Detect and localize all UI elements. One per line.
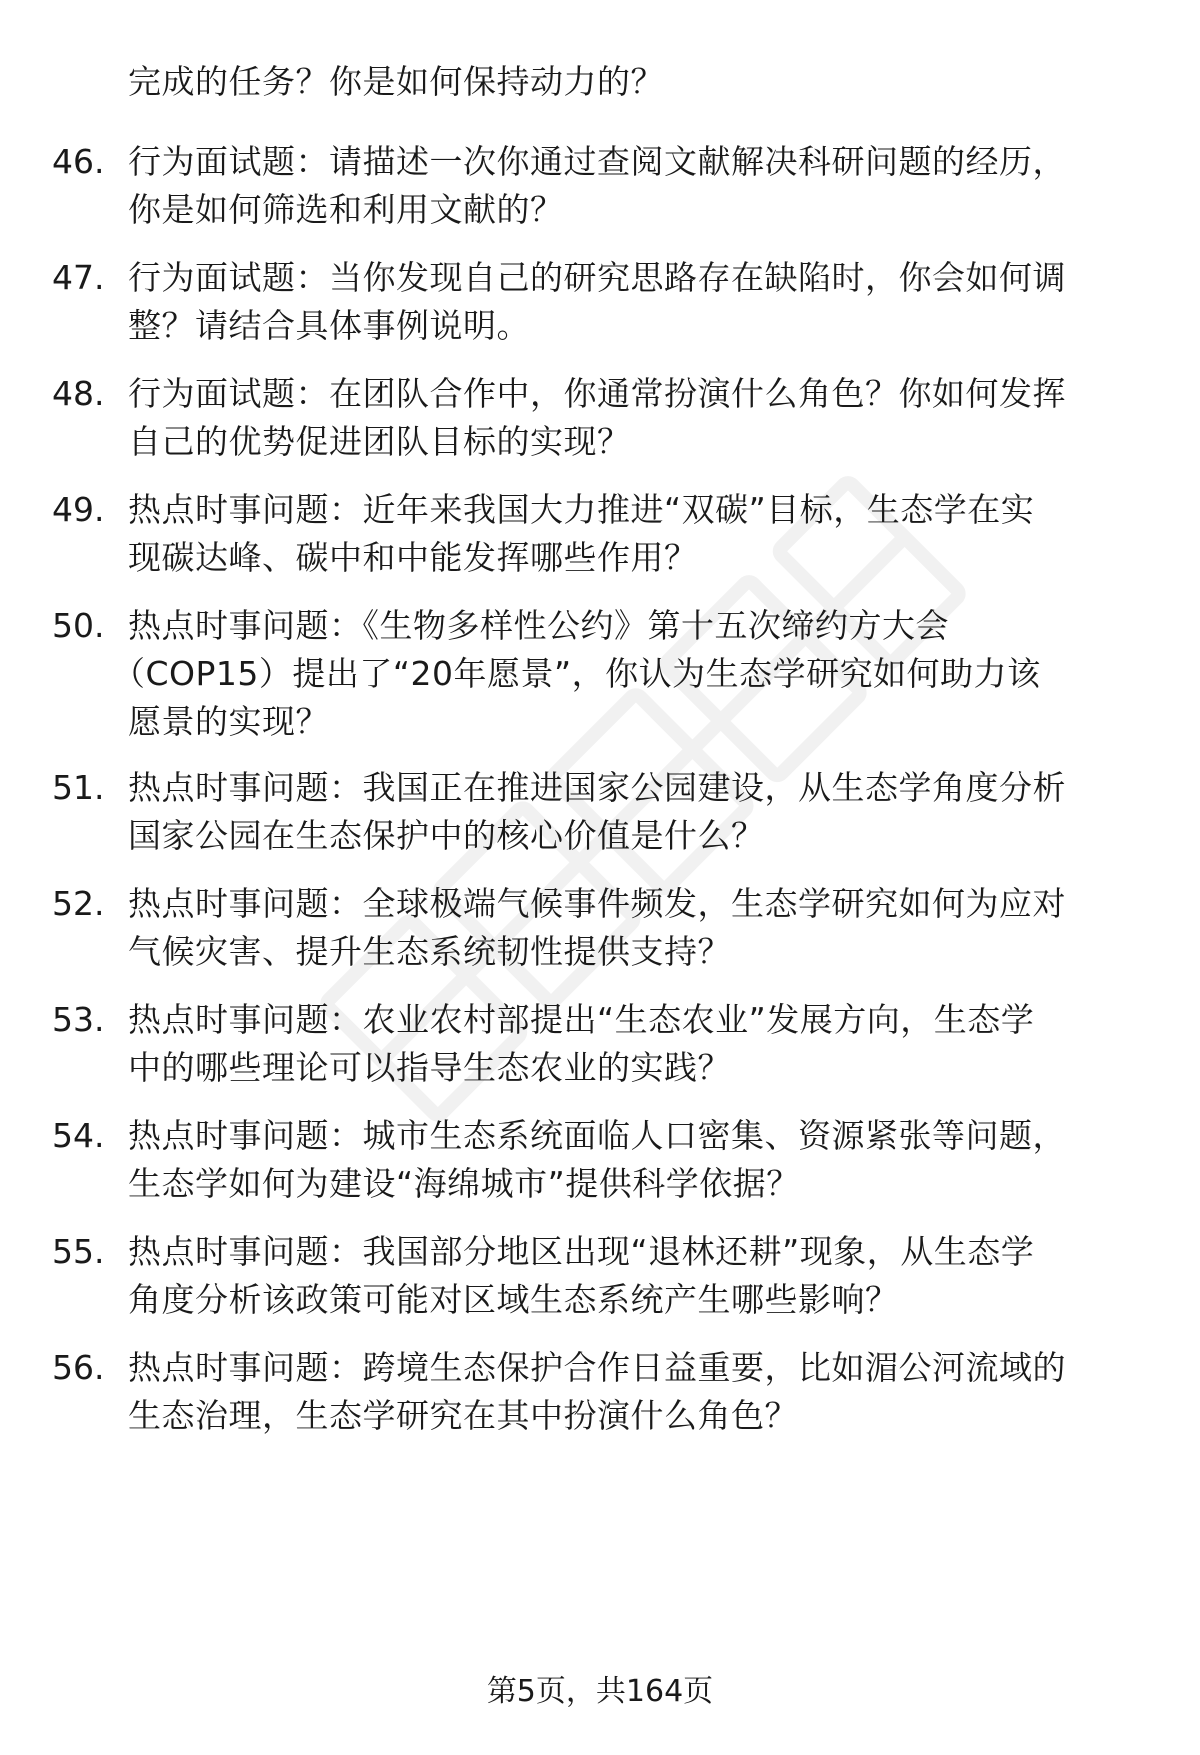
question-text-line: 整？请结合具体事例说明。 xyxy=(128,306,530,345)
question-text-line: 热点时事问题：跨境生态保护合作日益重要，比如湄公河流域的 xyxy=(128,1348,1066,1387)
question-text-line: 自己的优势促进团队目标的实现？ xyxy=(128,422,631,461)
question-text-line: 中的哪些理论可以指导生态农业的实践？ xyxy=(128,1048,731,1087)
question-number: 47. xyxy=(52,258,105,297)
question-text-line: 角度分析该政策可能对区域生态系统产生哪些影响？ xyxy=(128,1280,899,1319)
question-text-line: 行为面试题：请描述一次你通过查阅文献解决科研问题的经历， xyxy=(128,142,1066,181)
question-text-line: （COP15）提出了“20年愿景”，你认为生态学研究如何助力该 xyxy=(112,654,1041,693)
question-text-line: 热点时事问题：我国正在推进国家公园建设，从生态学角度分析 xyxy=(128,768,1066,807)
question-text-line: 热点时事问题：城市生态系统面临人口密集、资源紧张等问题， xyxy=(128,1116,1066,1155)
question-number: 52. xyxy=(52,884,105,923)
question-text-line: 热点时事问题：《生物多样性公约》第十五次缔约方大会 xyxy=(128,606,949,645)
question-text-line: 行为面试题：当你发现自己的研究思路存在缺陷时，你会如何调 xyxy=(128,258,1066,297)
question-text-line: 愿景的实现？ xyxy=(128,702,329,741)
page-footer: 第5页，共164页 xyxy=(486,1674,714,1709)
question-text-line: 气候灾害、提升生态系统韧性提供支持？ xyxy=(128,932,731,971)
question-text-line: 生态学如何为建设“海绵城市”提供科学依据？ xyxy=(128,1164,800,1203)
question-number: 48. xyxy=(52,374,105,413)
question-text-line: 生态治理，生态学研究在其中扮演什么角色？ xyxy=(128,1396,798,1435)
question-text-line: 热点时事问题：农业农村部提出“生态农业”发展方向，生态学 xyxy=(128,1000,1035,1039)
question-text-line: 热点时事问题：我国部分地区出现“退林还耕”现象，从生态学 xyxy=(128,1232,1035,1271)
question-text-line: 国家公园在生态保护中的核心价值是什么？ xyxy=(128,816,765,855)
question-number: 55. xyxy=(52,1232,105,1271)
question-text-line: 热点时事问题：近年来我国大力推进“双碳”目标，生态学在实 xyxy=(128,490,1035,529)
question-number: 50. xyxy=(52,606,105,645)
question-number: 53. xyxy=(52,1000,105,1039)
question-number: 46. xyxy=(52,142,105,181)
question-number: 54. xyxy=(52,1116,105,1155)
question-number: 51. xyxy=(52,768,105,807)
question-text-line: 现碳达峰、碳中和中能发挥哪些作用？ xyxy=(128,538,698,577)
question-text-line: 你是如何筛选和利用文献的？ xyxy=(128,190,564,229)
question-number: 56. xyxy=(52,1348,105,1387)
question-text-line: 行为面试题：在团队合作中，你通常扮演什么角色？你如何发挥 xyxy=(128,374,1066,413)
question-number: 49. xyxy=(52,490,105,529)
question-text-line: 热点时事问题：全球极端气候事件频发，生态学研究如何为应对 xyxy=(128,884,1066,923)
continuation-line: 完成的任务？你是如何保持动力的？ xyxy=(128,62,664,101)
